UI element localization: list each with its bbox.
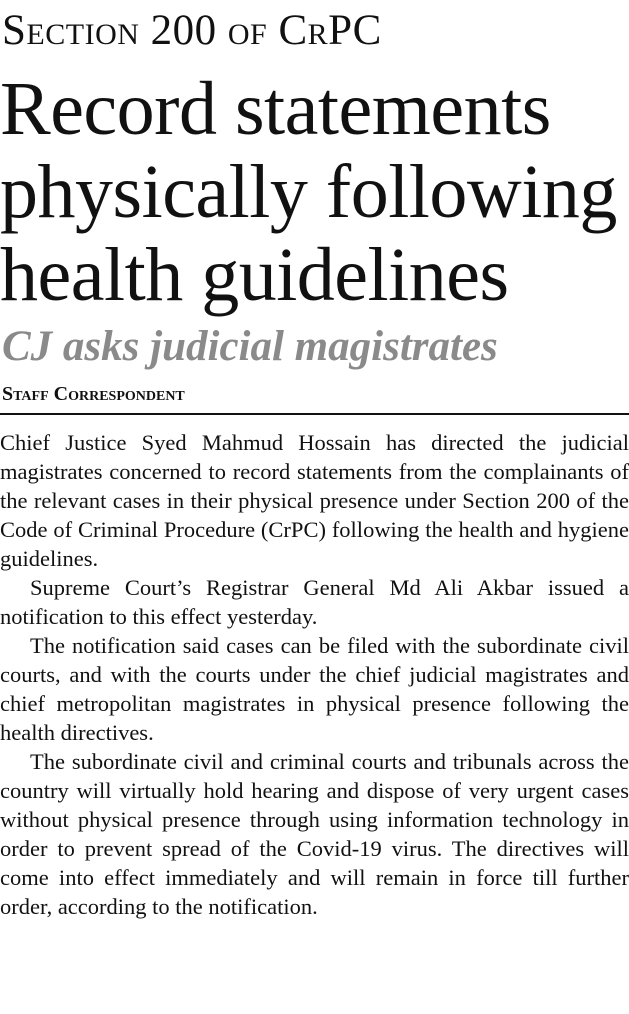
headline-line: health guidelines	[0, 233, 509, 317]
body-paragraph: The notification said cases can be filed with the subordinate civil courts, and with the courts under the chief judicial magistrates and chief metropolitan magistrates in physical presence following the health directives.	[0, 633, 629, 745]
body-paragraph: Supreme Court’s Registrar General Md Ali Akbar issued a notification to this effect yesterday.	[0, 575, 629, 629]
article-headline	[0, 68, 629, 317]
article-kicker: Section 200 of CrPC	[2, 7, 382, 54]
headline-line: Record statements	[0, 67, 551, 151]
article-byline: Staff Correspondent	[2, 383, 185, 405]
body-paragraph: Chief Justice Syed Mahmud Hossain has directed the judicial magistrates concerned to record statements from the complainants of the relevant cases in their physical presence under Section 200 of the Code of Criminal Procedure (CrPC) following the health and hygiene guidelines.	[0, 430, 629, 571]
article-body	[0, 428, 629, 921]
byline-divider	[0, 413, 629, 415]
body-paragraph: The subordinate civil and criminal courts and tribunals across the country will virtually hold hearing and dispose of very urgent cases without physical presence through using information technology in order to prevent spread of the Covid-19 virus. The directives will come into effect immediately and will remain in force till further order, according to the notification.	[0, 749, 629, 919]
headline-line: physically following	[0, 150, 617, 234]
article-subheadline: CJ asks judicial magistrates	[2, 323, 498, 370]
